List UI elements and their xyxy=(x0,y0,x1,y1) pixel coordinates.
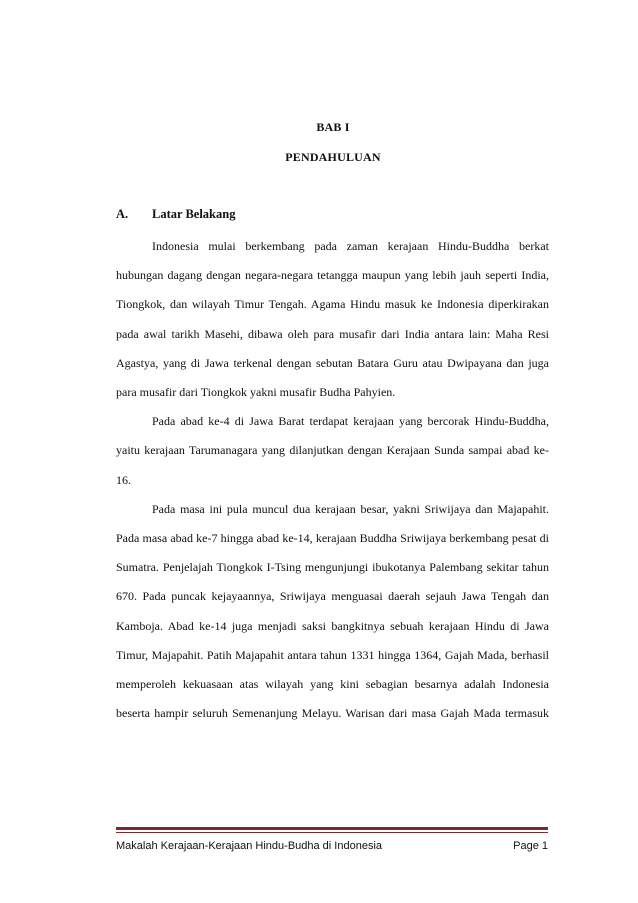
section-title: Latar Belakang xyxy=(152,207,236,221)
section-heading xyxy=(116,207,235,222)
page-footer xyxy=(116,840,548,852)
paragraph: Pada masa ini pula muncul dua kerajaan besar, yakni Sriwijaya dan Majapahit. Pada masa abad ke-7 hingga abad ke-14, kerajaan Buddha Sriwijaya berkembang pesat di Sumatra. Penjelajah Tiongkok I-Tsing mengunjungi ibukotanya Palembang sekitar tahun 670. Pada puncak kejayaannya, Sriwijaya menguasai daerah sejauh Jawa Tengah dan Kamboja. Abad ke-14 juga menjadi saksi bangkitnya sebuah kerajaan Hindu di Jawa Timur, Majapahit. Patih Majapahit antara tahun 1331 hingga 1364, Gajah Mada, berhasil memperoleh kekuasaan atas wilayah yang kini sebagian besarnya adalah Indonesia beserta hampir seluruh Semenanjung Melayu. Warisan dari masa Gajah Mada termasuk xyxy=(116,501,549,721)
chapter-title: PENDAHULUAN xyxy=(285,150,381,164)
footer-title: Makalah Kerajaan-Kerajaan Hindu-Budha di Indonesia xyxy=(116,840,383,852)
body-text xyxy=(116,232,549,728)
page-number: Page 1 xyxy=(513,840,548,852)
chapter-number: BAB I xyxy=(316,120,350,134)
section-letter: A. xyxy=(116,207,129,221)
footer-rule xyxy=(116,827,548,830)
paragraph: Indonesia mulai berkembang pada zaman kerajaan Hindu-Buddha berkat hubungan dagang dengan negara-negara tetangga maupun yang lebih jauh seperti India, Tiongkok, dan wilayah Timur Tengah. Agama Hindu masuk ke Indonesia diperkirakan pada awal tarikh Masehi, dibawa oleh para musafir dari India antara lain: Maha Resi Agastya, yang di Jawa terkenal dengan sebutan Batara Guru atau Dwipayana dan juga para musafir dari Tiongkok yakni musafir Budha Pahyien. xyxy=(116,239,549,400)
paragraph: Pada abad ke-4 di Jawa Barat terdapat kerajaan yang bercorak Hindu-Buddha, yaitu kerajaan Tarumanagara yang dilanjutkan dengan Kerajaan Sunda sampai abad ke-16. xyxy=(116,414,549,487)
footer-rule-thin xyxy=(116,832,548,833)
